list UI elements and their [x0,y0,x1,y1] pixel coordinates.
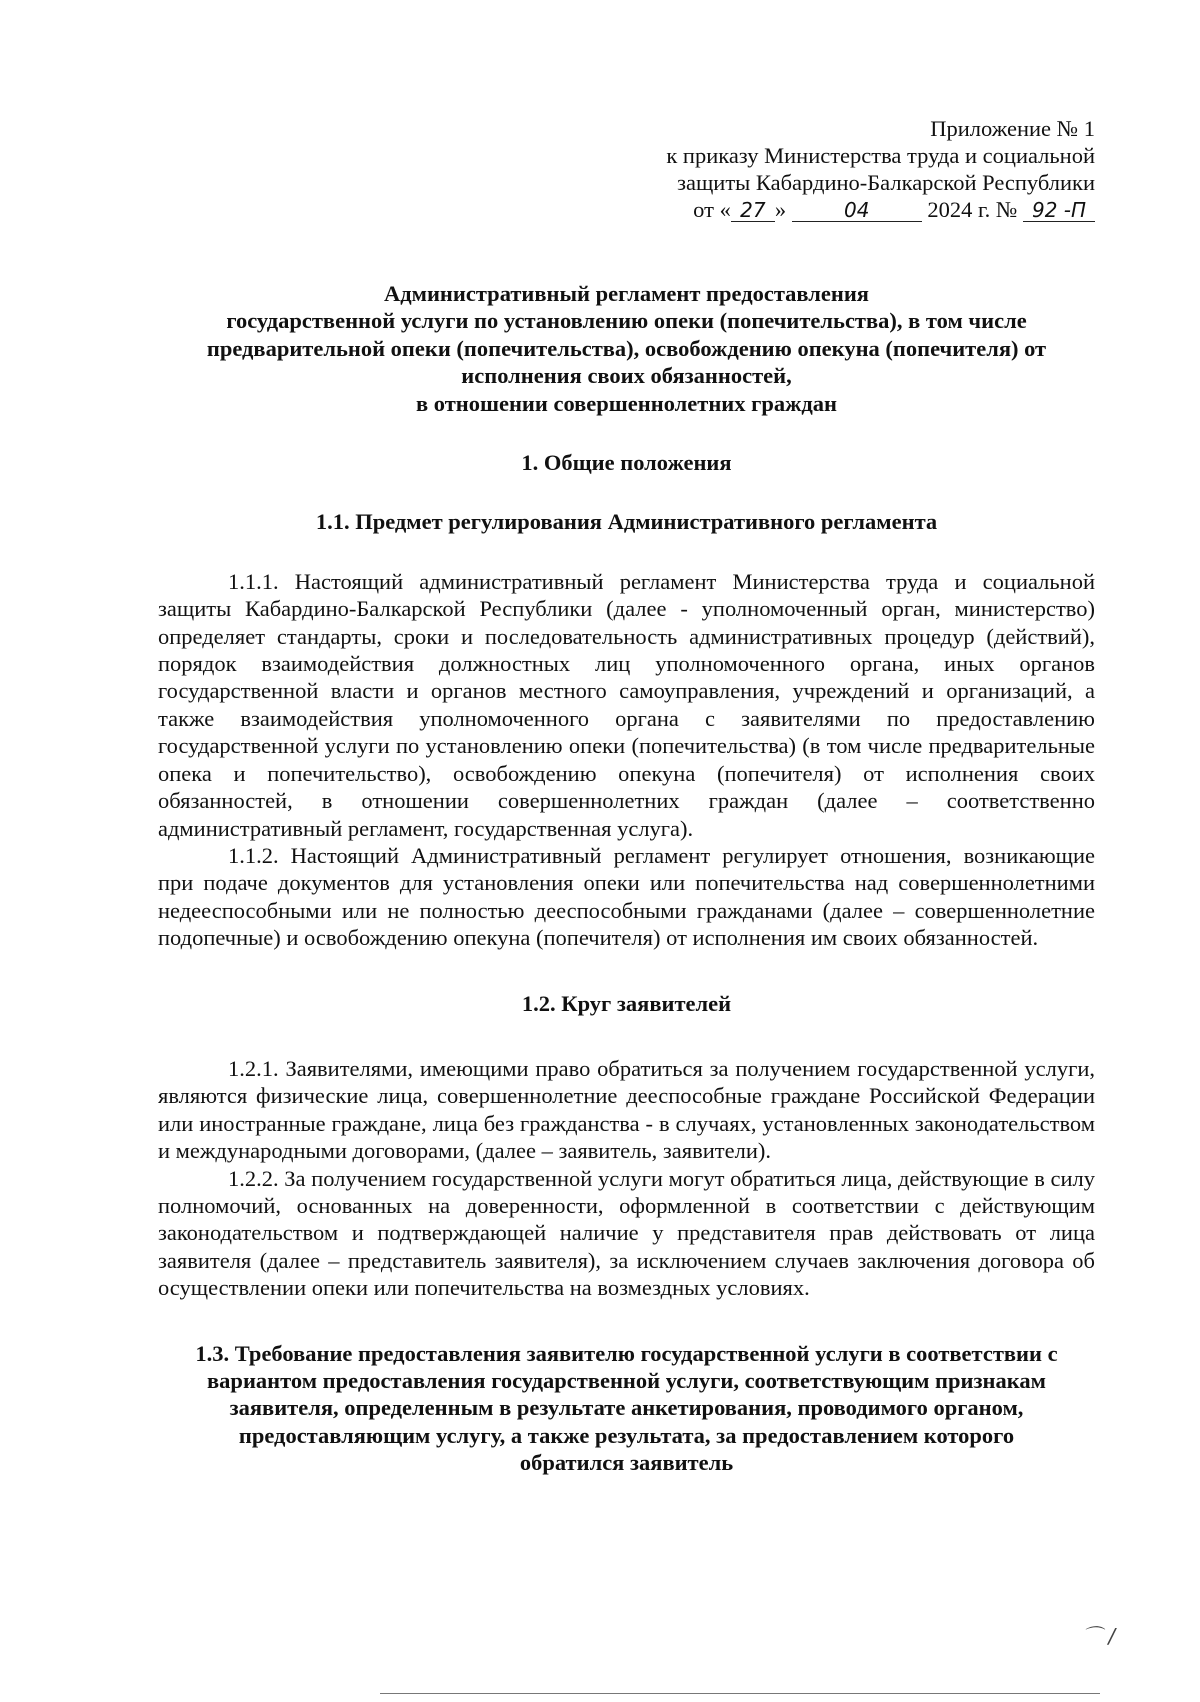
title-line-5: в отношении совершеннолетних граждан [415,390,838,416]
appendix-header [600,115,1095,223]
section-1-3-heading-line-4: предоставляющим услугу, а также результата, за предоставлением которого [238,1422,1015,1448]
date-month: 04 [792,199,922,222]
appendix-order-ref: к приказу Министерства труда и социальной [666,143,1095,168]
appendix-date-line [600,196,1095,223]
date-day: 27 [731,199,775,222]
section-1-3-heading-line-3: заявителя, определенным в результате анкетирования, проводимого органом, [229,1395,1024,1421]
title-line-1: Административный регламент предоставления [384,281,869,306]
date-year: 2024 г. № [927,197,1018,222]
section-1-3-heading-line-5: обратился заявитель [519,1450,734,1476]
bottom-scan-rule [380,1693,1100,1694]
paragraph-1-2-1: 1.2.1. Заявителями, имеющими право обратиться за получением государственной услуги, являются физические лица, совершеннолетние дееспособные граждане Российской Федерации или иностранные граждане, лица без гражданства - в случаях, установленных законодательством и международными договорами, (далее – заявитель, заявители). [158,1055,1095,1164]
paragraph-1-1-2: 1.1.2. Настоящий Административный регламент регулирует отношения, возникающие при подаче документов для установления опеки или попечительства над совершеннолетними недееспособными или не полностью дееспособными гражданами (далее – совершеннолетние подопечные) и освобождению опекуна (попечителя) от исполнения им своих обязанностей. [158,842,1095,951]
document-body [158,280,1095,1477]
title-line-3: предварительной опеки (попечительства), освобождению опекуна (попечителя) от [206,335,1047,361]
section-1-3-heading [158,1340,1095,1477]
title-line-4: исполнения своих обязанностей, [461,363,792,389]
date-day-suffix: » [774,197,787,222]
order-number: 92 -П [1023,199,1095,222]
section-1-heading: 1. Общие положения [521,450,732,476]
section-1-3-heading-line-2: вариантом предоставления государственной услуги, соответствующим признакам [207,1368,1046,1393]
paragraph-1-1-1: 1.1.1. Настоящий административный регламент Министерства труда и социальной защиты Кабардино-Балкарской Республики (далее - уполномоченный орган, министерство) определяет стандарты, сроки и последовательность административных процедур (действий), порядок взаимодействия должностных лиц уполномоченного органа, иных органов государственной власти и органов местного самоуправления, учреждений и организаций, а также взаимодействия уполномоченного органа с заявителями по предоставлению государственной услуги по установлению опеки (попечительства) (в том числе предварительные опека и попечительство), освобождению опекуна (попечителя) от исполнения своих обязанностей, в отношении совершеннолетних граждан (далее – соответственно административный регламент, государственная услуга). [158,568,1095,841]
appendix-ministry: защиты Кабардино-Балкарской Республики [677,170,1095,195]
section-1-3-heading-line-1: 1.3. Требование предоставления заявителю государственной услуги в соответствии с [195,1340,1058,1366]
title-line-2: государственной услуги по установлению опеки (попечительства), в том числе [226,308,1027,334]
handwritten-corner-mark: ⌒ / [1082,1624,1116,1648]
appendix-number: Приложение № 1 [930,116,1095,141]
section-1-2-heading: 1.2. Круг заявителей [521,990,732,1016]
document-title [158,280,1095,417]
section-1-1-heading: 1.1. Предмет регулирования Административного регламента [315,509,938,535]
date-prefix: от « [693,197,731,222]
paragraph-1-2-2: 1.2.2. За получением государственной услуги могут обратиться лица, действующие в силу полномочий, основанных на доверенности, оформленной в соответствии с действующим законодательством и подтверждающей наличие у представителя прав действовать от лица заявителя (далее – представитель заявителя), за исключением случаев заключения договора об осуществлении опеки или попечительства на возмездных условиях. [158,1165,1095,1301]
